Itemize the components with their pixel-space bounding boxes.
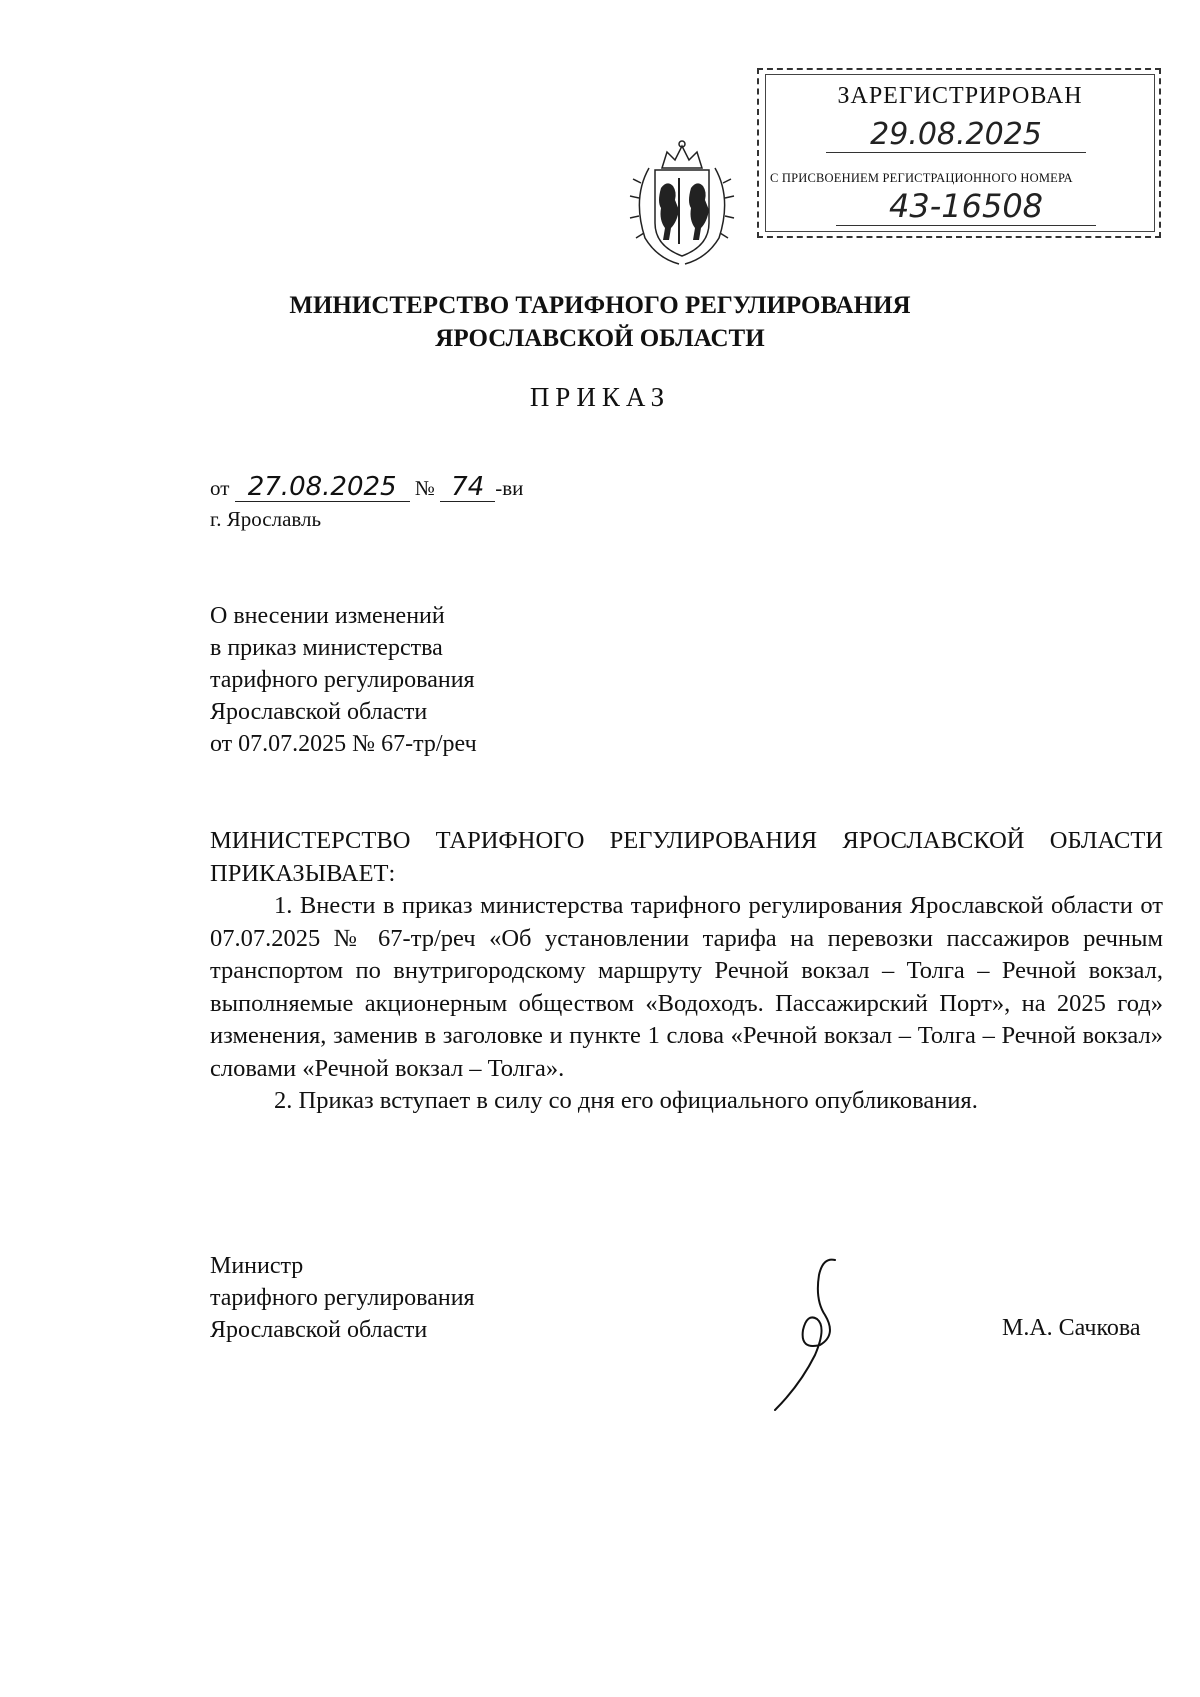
stamp-subtitle: С ПРИСВОЕНИЕМ РЕГИСТРАЦИОННОГО НОМЕРА xyxy=(770,171,1073,185)
from-label: от xyxy=(210,476,230,500)
order-item-2: 2. Приказ вступает в силу со дня его официального опубликования. xyxy=(274,1087,978,1114)
subject-line: тарифного регулирования xyxy=(210,667,475,693)
subject-line: от 07.07.2025 № 67-тр/реч xyxy=(210,731,477,757)
stamp-inner-frame xyxy=(765,74,1155,232)
signatory-name: М.А. Сачкова xyxy=(1002,1315,1141,1341)
position-line: Министр xyxy=(210,1253,304,1279)
position-line: тарифного регулирования xyxy=(210,1285,475,1311)
preamble: МИНИСТЕРСТВО ТАРИФНОГО РЕГУЛИРОВАНИЯ ЯРОСЛАВСКОЙ ОБЛАСТИ ПРИКАЗЫВАЕТ: xyxy=(210,827,1163,887)
stamp-number: 43-16508 xyxy=(836,187,1096,226)
subject-line: Ярославской области xyxy=(210,699,428,725)
ministry-name-line1: МИНИСТЕРСТВО ТАРИФНОГО РЕГУЛИРОВАНИЯ xyxy=(289,292,911,319)
order-subject xyxy=(210,600,477,760)
ministry-name-line2: ЯРОСЛАВСКОЙ ОБЛАСТИ xyxy=(435,325,765,352)
document-type-title: ПРИКАЗ xyxy=(529,382,671,412)
subject-line: в приказ министерства xyxy=(210,635,443,661)
handwritten-signature xyxy=(755,1255,865,1415)
stamp-title: ЗАРЕГИСТРИРОВАН xyxy=(837,83,1083,109)
order-number-suffix: -ви xyxy=(495,476,524,500)
order-number: 74 xyxy=(440,473,495,502)
city: г. Ярославль xyxy=(210,507,322,531)
order-body xyxy=(210,825,1163,1118)
position-line: Ярославской области xyxy=(210,1317,428,1343)
coat-of-arms-icon xyxy=(617,138,747,268)
order-date-number-line xyxy=(210,473,523,502)
order-item-1: 1. Внести в приказ министерства тарифного регулирования Ярославской области от 07.07.2025 № 67-тр/реч «Об установлении тарифа на перевозки пассажиров речным транспортом по внутригородскому маршруту Речной вокзал – Толга – Речной вокзал, выполняемые акционерным обществом «Водоходъ. Пассажирский Порт», на 2025 год» изменения, заменив в заголовке и пункте 1 слова «Речной вокзал – Толга – Речной вокзал» словами «Речной вокзал – Толга». xyxy=(210,892,1163,1082)
stamp-date: 29.08.2025 xyxy=(826,117,1086,153)
subject-line: О внесении изменений xyxy=(210,603,445,629)
order-date: 27.08.2025 xyxy=(235,473,410,502)
number-label: № xyxy=(414,476,435,500)
registration-stamp xyxy=(757,68,1161,238)
signatory-position xyxy=(210,1250,475,1346)
